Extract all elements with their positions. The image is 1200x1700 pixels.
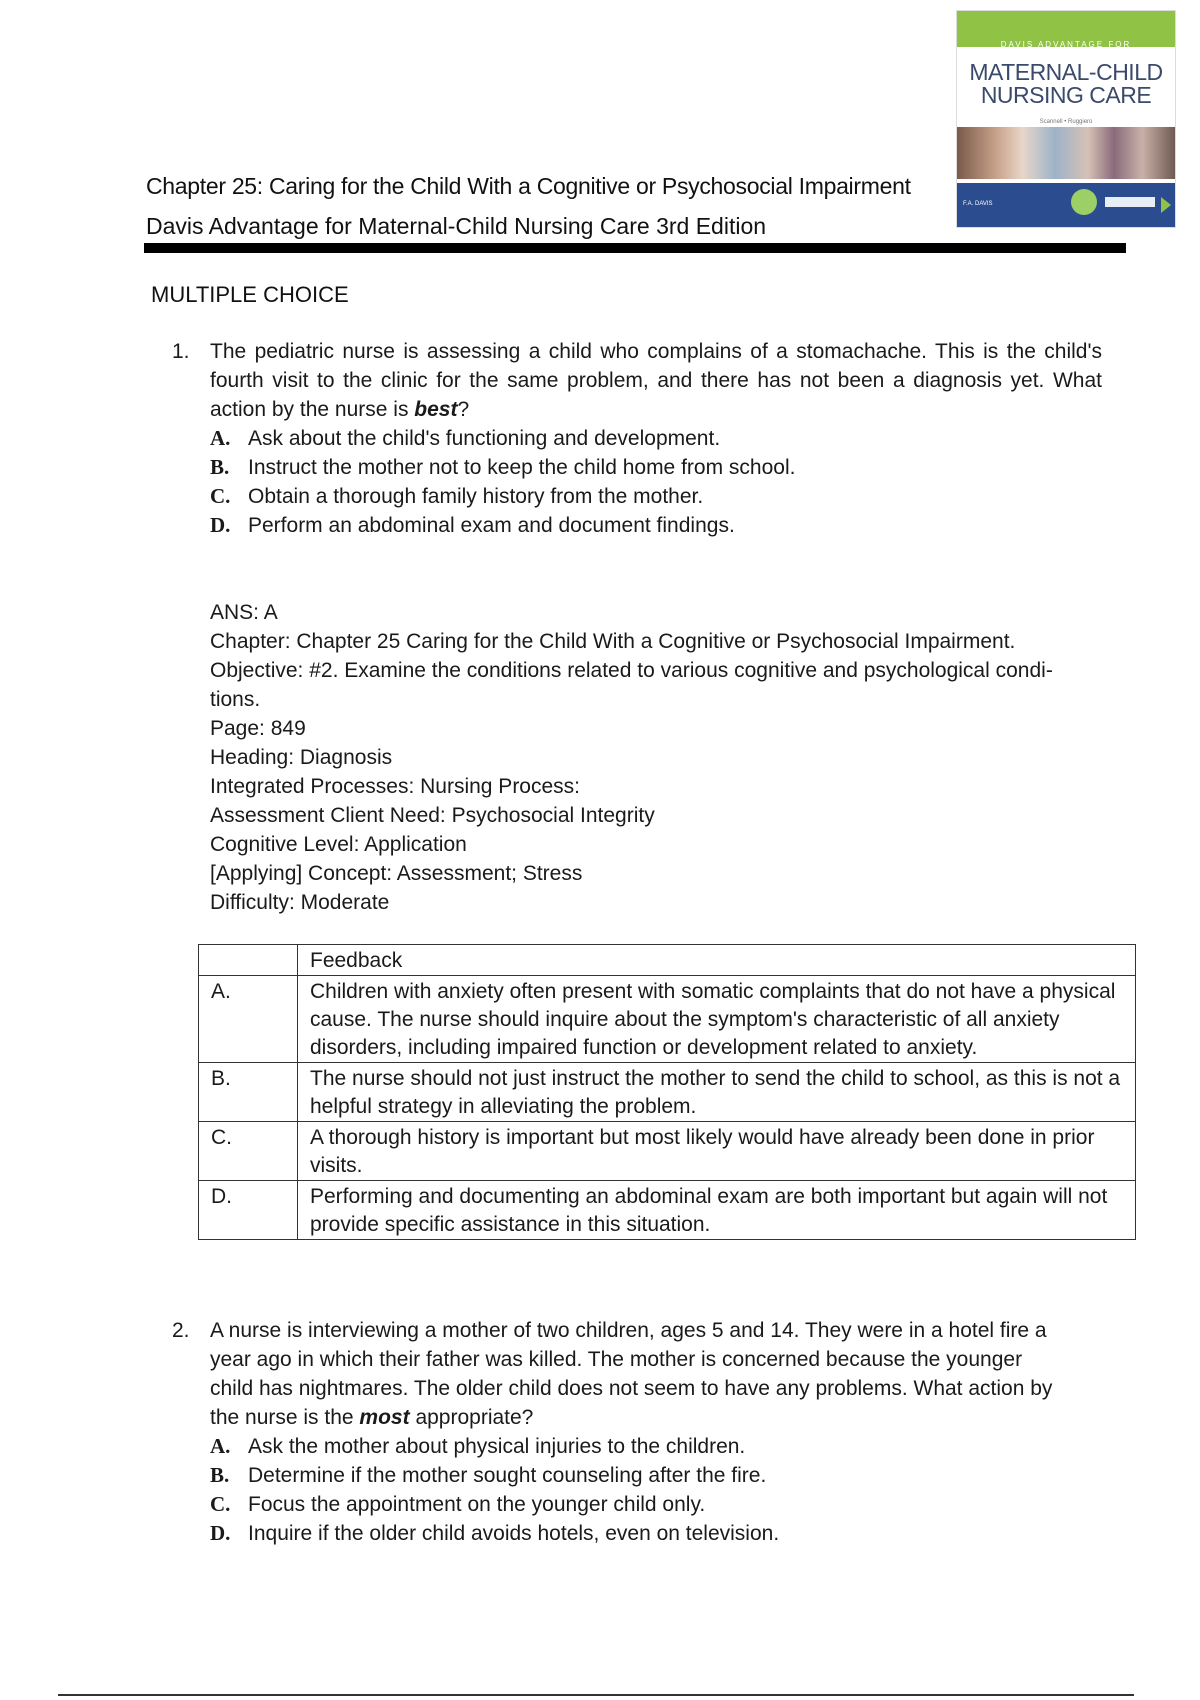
cover-title-line1: MATERNAL-CHILD: [969, 59, 1163, 85]
question-number: 1.: [172, 340, 190, 363]
table-row: [199, 1181, 1136, 1240]
row-text: Children with anxiety often present with somatic complaints that do not have a physical cause. The nurse should inquire about the symptom's characteristic of all anxiety disorders, including impaired function or development related to anxiety.: [298, 976, 1136, 1063]
answer-concept: [Applying] Concept: Assessment; Stress: [210, 862, 583, 885]
stem-end: appropriate?: [409, 1406, 534, 1429]
answer-assessment: Assessment Client Need: Psychosocial Integrity: [210, 804, 655, 827]
row-letter: D.: [199, 1181, 298, 1240]
header-rule: [144, 243, 1126, 253]
table-header-row: [199, 945, 1136, 976]
row-letter: B.: [199, 1063, 298, 1122]
option-letter: D.: [210, 1521, 231, 1545]
arrow-right-icon: [1161, 197, 1171, 213]
option-text: Ask about the child's functioning and development.: [248, 427, 721, 450]
question-stem: [210, 1316, 1060, 1432]
cover-title-line2: NURSING CARE: [980, 82, 1152, 108]
option-letter: A.: [210, 426, 231, 450]
option-text: Obtain a thorough family history from the mother.: [248, 485, 704, 508]
options-list: [210, 1432, 1102, 1548]
option-letter: A.: [210, 1434, 231, 1458]
stem-text: A nurse is interviewing a mother of two children, ages 5 and 14. They were in a hotel fire a year ago in which their father was killed. The mother is concerned because the younger child has nightmares. The older child does not seem to have any problems. What action by the nurse is the: [210, 1319, 1053, 1429]
option-text: Perform an abdominal exam and document findings.: [248, 514, 735, 537]
chapter-title: Chapter 25: Caring for the Child With a Cognitive or Psychosocial Impairment: [146, 173, 911, 199]
lightbulb-icon: [1071, 189, 1097, 215]
option-b: [210, 453, 1102, 482]
option-text: Determine if the mother sought counseling after the fire.: [248, 1464, 767, 1487]
row-letter: A.: [199, 976, 298, 1063]
cover-photo: [957, 127, 1175, 179]
header-feedback-cell: Feedback: [298, 945, 1136, 976]
table-row: [199, 1122, 1136, 1181]
header-empty-cell: [199, 945, 298, 976]
option-a: [210, 1432, 1102, 1461]
row-text: A thorough history is important but most likely would have already been done in prior visits.: [298, 1122, 1136, 1181]
answer-block: [210, 598, 1090, 917]
options-list: [210, 424, 1102, 540]
answer-cognitive: Cognitive Level: Application: [210, 833, 467, 856]
stem-emphasis: most: [359, 1406, 410, 1429]
option-d: [210, 511, 1102, 540]
footer-rule: [58, 1694, 1134, 1696]
answer-chapter: Chapter: Chapter 25 Caring for the Child With a Cognitive or Psychosocial Impairment. Objective: #2. Examine the conditions related to various cognitive and psychological condi- tions.: [210, 630, 1053, 711]
cover-title: [957, 61, 1175, 107]
option-letter: D.: [210, 513, 231, 537]
row-letter: C.: [199, 1122, 298, 1181]
option-letter: C.: [210, 484, 231, 508]
question-2: [172, 1316, 1102, 1548]
option-b: [210, 1461, 1102, 1490]
option-text: Inquire if the older child avoids hotels, even on television.: [248, 1522, 780, 1545]
table-row: [199, 976, 1136, 1063]
feedback-table: [198, 944, 1136, 1240]
answer-heading: Heading: Diagnosis: [210, 746, 393, 769]
answer-key: ANS: A: [210, 601, 278, 624]
option-c: [210, 1490, 1102, 1519]
stem-end: ?: [457, 398, 470, 421]
question-stem: [210, 337, 1102, 424]
book-cover: [956, 10, 1176, 228]
option-d: [210, 1519, 1102, 1548]
stem-emphasis: best: [414, 398, 458, 421]
cover-publisher: F.A. DAVIS: [963, 201, 993, 207]
answer-difficulty: Difficulty: Moderate: [210, 891, 390, 914]
cover-authors: Scannell • Ruggiero: [1039, 119, 1093, 125]
answer-integrated: Integrated Processes: Nursing Process:: [210, 775, 581, 798]
option-text: Ask the mother about physical injuries to the children.: [248, 1435, 746, 1458]
question-1: [172, 337, 1102, 540]
table-row: [199, 1063, 1136, 1122]
option-a: [210, 424, 1102, 453]
stem-text: The pediatric nurse is assessing a child who complains of a stomachache. This is the child's fourth visit to the clinic for the same problem, and there has not been a diagnosis yet. What action by the nurse is: [210, 340, 1102, 421]
answer-page: Page: 849: [210, 717, 306, 740]
option-letter: C.: [210, 1492, 231, 1516]
row-text: Performing and documenting an abdominal exam are both important but again will not provide specific assistance in this situation.: [298, 1181, 1136, 1240]
option-c: [210, 482, 1102, 511]
section-heading: MULTIPLE CHOICE: [151, 282, 349, 307]
option-text: Instruct the mother not to keep the child home from school.: [248, 456, 796, 479]
option-letter: B.: [210, 1463, 230, 1487]
option-text: Focus the appointment on the younger child only.: [248, 1493, 706, 1516]
option-letter: B.: [210, 455, 230, 479]
row-text: The nurse should not just instruct the mother to send the child to school, as this is not a helpful strategy in alleviating the problem.: [298, 1063, 1136, 1122]
cover-band: DAVIS ADVANTAGE FOR: [957, 11, 1175, 47]
question-number: 2.: [172, 1319, 190, 1342]
advantage-logo: [1105, 197, 1155, 207]
cover-bar: [957, 183, 1175, 227]
book-title: Davis Advantage for Maternal-Child Nursing Care 3rd Edition: [146, 213, 767, 239]
